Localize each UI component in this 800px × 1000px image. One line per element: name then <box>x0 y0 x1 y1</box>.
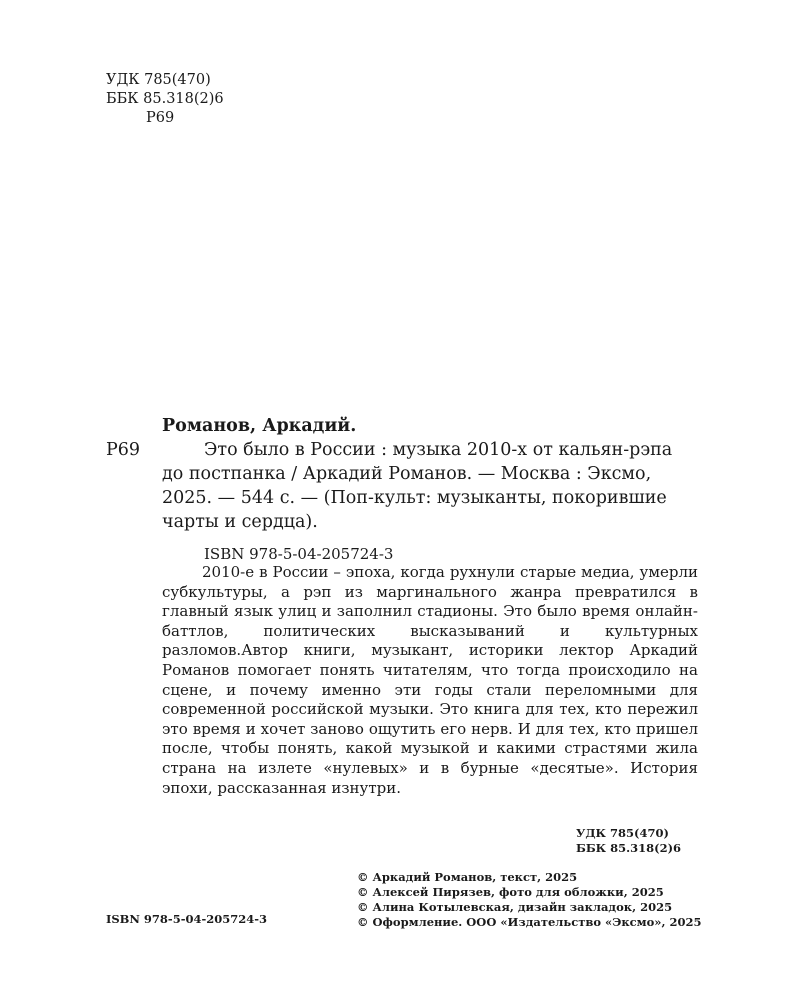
author-code: Р69 <box>106 440 141 460</box>
author-heading: Романов, Аркадий. <box>162 416 357 436</box>
copyright-line: © Алина Котылевская, дизайн закладок, 2025 <box>357 900 673 914</box>
copyright-block <box>357 870 702 930</box>
annotation-paragraph: 2010-е в России – эпоха, когда рухнули старые медиа, умерли субкультуры, а рэп из маргинального жанра превратился в главный язык улиц и заполнил стадионы. Это было время онлайн-баттлов, политических высказываний и культурных разломов.Автор книги, музыкант, историки лектор Аркадий Романов помогает понять читателям, что тогда происходило на сцене, и почему именно эти годы стали переломными для современной российской музыки. Это книга для тех, кто пережил это время и хочет заново ощутить его нерв. И для тех, кто пришел после, чтобы понять, какой музыкой и какими страстями жила страна на излете «нулевых» и в бурные «десятые». История эпохи, рассказанная изнутри. <box>162 563 698 797</box>
bibliographic-description <box>162 438 698 534</box>
description-line: до постпанка / Аркадий Романов. — Москва : Эксмо, <box>162 464 652 484</box>
copyright-line: © Оформление. ООО «Издательство «Эксмо», 2025 <box>357 915 702 929</box>
author-mark: Р69 <box>146 110 175 126</box>
copyright-line: © Алексей Пирязев, фото для обложки, 2025 <box>357 885 664 899</box>
copyright-line: © Аркадий Романов, текст, 2025 <box>357 870 578 884</box>
catalog-card <box>106 414 698 564</box>
top-classification-block <box>106 71 224 128</box>
isbn-bottom: ISBN 978-5-04-205724-3 <box>106 912 268 926</box>
udk-code-small: УДК 785(470) <box>576 826 669 840</box>
udk-code: УДК 785(470) <box>106 72 211 88</box>
bibliographic-entry <box>106 438 698 534</box>
bottom-classification-block <box>576 826 681 856</box>
bbk-code: ББК 85.318(2)6 <box>106 91 224 107</box>
catalog-isbn: ISBN 978-5-04-205724-3 <box>204 545 394 563</box>
description-line: Это было в России : музыка 2010-х от кальян-рэпа <box>204 440 673 460</box>
description-line: 2025. — 544 с. — (Поп-культ: музыканты, покорившие <box>162 488 667 508</box>
description-line: чарты и сердца). <box>162 512 318 532</box>
bbk-code-small: ББК 85.318(2)6 <box>576 841 682 855</box>
